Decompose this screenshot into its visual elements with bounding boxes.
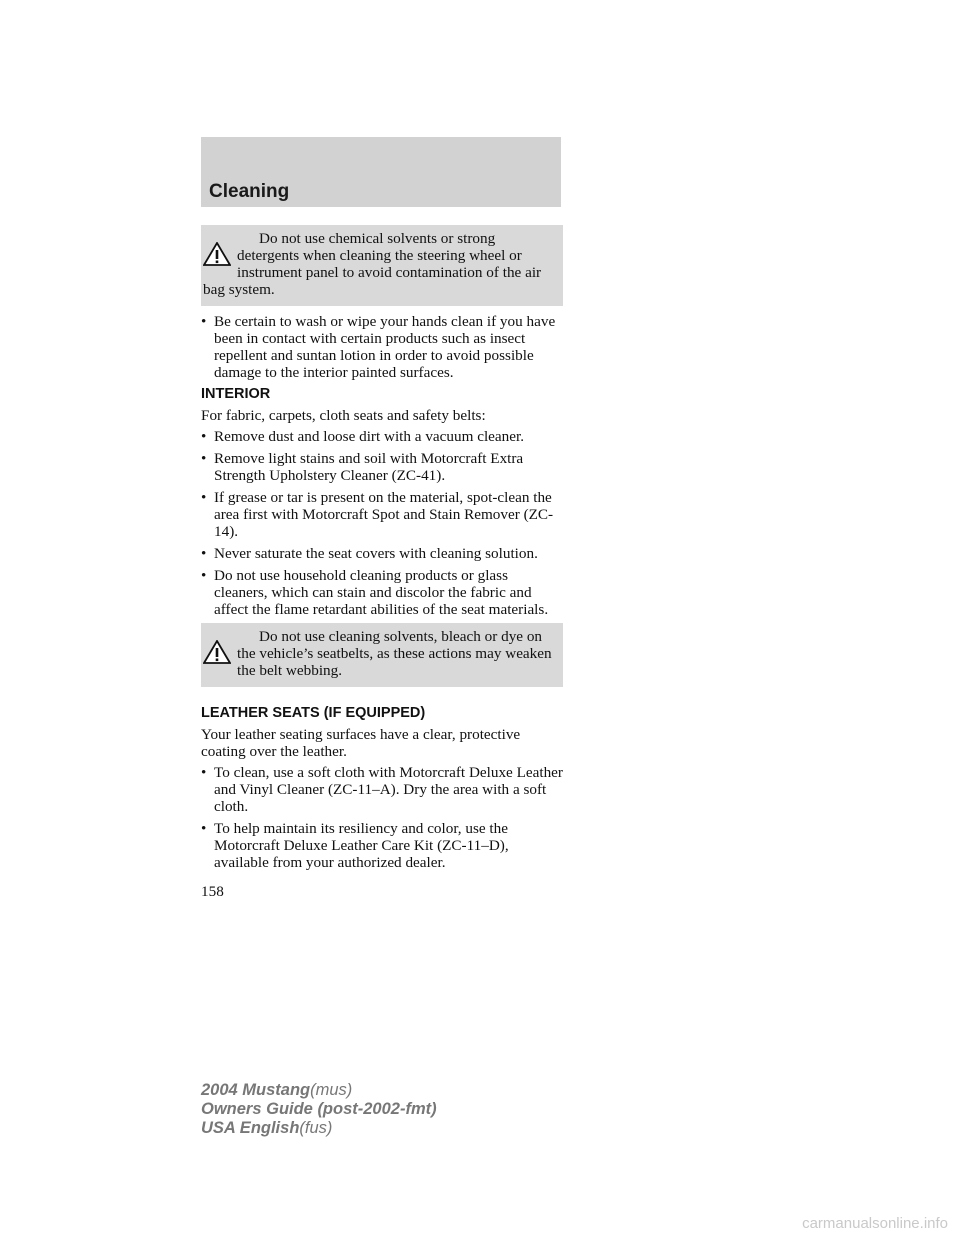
document-footer	[201, 1081, 437, 1138]
leather-intro: Your leather seating surfaces have a clear, protective coating over the leather.	[201, 726, 521, 760]
footer-language: USA English	[201, 1119, 300, 1137]
interior-bullet-list	[201, 428, 563, 618]
warning-box-airbag	[201, 225, 563, 306]
warning-text: Do not use chemical solvents or strong detergents when cleaning the steering wheel or instrument panel to avoid contamination of the air bag system.	[203, 230, 542, 298]
intro-bullet-list	[201, 313, 563, 381]
list-item: • To clean, use a soft cloth with Motorcraft Deluxe Leather and Vinyl Cleaner (ZC-11–A). Dry the area with a soft cloth.	[201, 764, 563, 815]
warning-text: Do not use cleaning solvents, bleach or dye on the vehicle’s seatbelts, as these actions may weaken the belt webbing.	[237, 628, 552, 679]
list-item: • Do not use household cleaning products or glass cleaners, which can stain and discolor the fabric and affect the flame retardant abilities of the seat materials.	[201, 567, 563, 618]
footer-language-code: (fus)	[299, 1119, 333, 1137]
list-item: • Remove dust and loose dirt with a vacuum cleaner.	[201, 428, 563, 445]
footer-model-code: (mus)	[310, 1081, 353, 1099]
list-item: • If grease or tar is present on the material, spot-clean the area first with Motorcraft Spot and Stain Remover (ZC-14).	[201, 489, 563, 540]
footer-model: 2004 Mustang	[201, 1081, 311, 1099]
page-number: 158	[201, 883, 224, 900]
warning-triangle-icon	[203, 242, 231, 266]
warning-triangle-icon	[203, 640, 231, 664]
footer-guide: Owners Guide (post-2002-fmt)	[201, 1100, 437, 1118]
list-item: • Never saturate the seat covers with cleaning solution.	[201, 545, 563, 562]
page-content	[201, 225, 563, 900]
list-item: • Remove light stains and soil with Motorcraft Extra Strength Upholstery Cleaner (ZC-41).	[201, 450, 563, 484]
warning-box-seatbelts	[201, 623, 563, 687]
leather-bullet-list	[201, 764, 563, 871]
leather-heading: LEATHER SEATS (IF EQUIPPED)	[201, 705, 426, 721]
list-item: • Be certain to wash or wipe your hands clean if you have been in contact with certain products such as insect repellent and suntan lotion in order to avoid possible damage to the interior painted surfaces.	[201, 313, 563, 381]
watermark: carmanualsonline.info	[802, 1215, 948, 1232]
section-title: Cleaning	[209, 181, 290, 202]
list-item: • To help maintain its resiliency and color, use the Motorcraft Deluxe Leather Care Kit (ZC-11–D), available from your authorized dealer.	[201, 820, 563, 871]
interior-intro: For fabric, carpets, cloth seats and safety belts:	[201, 407, 486, 424]
interior-heading: INTERIOR	[201, 386, 271, 402]
section-header-bar	[201, 137, 561, 207]
